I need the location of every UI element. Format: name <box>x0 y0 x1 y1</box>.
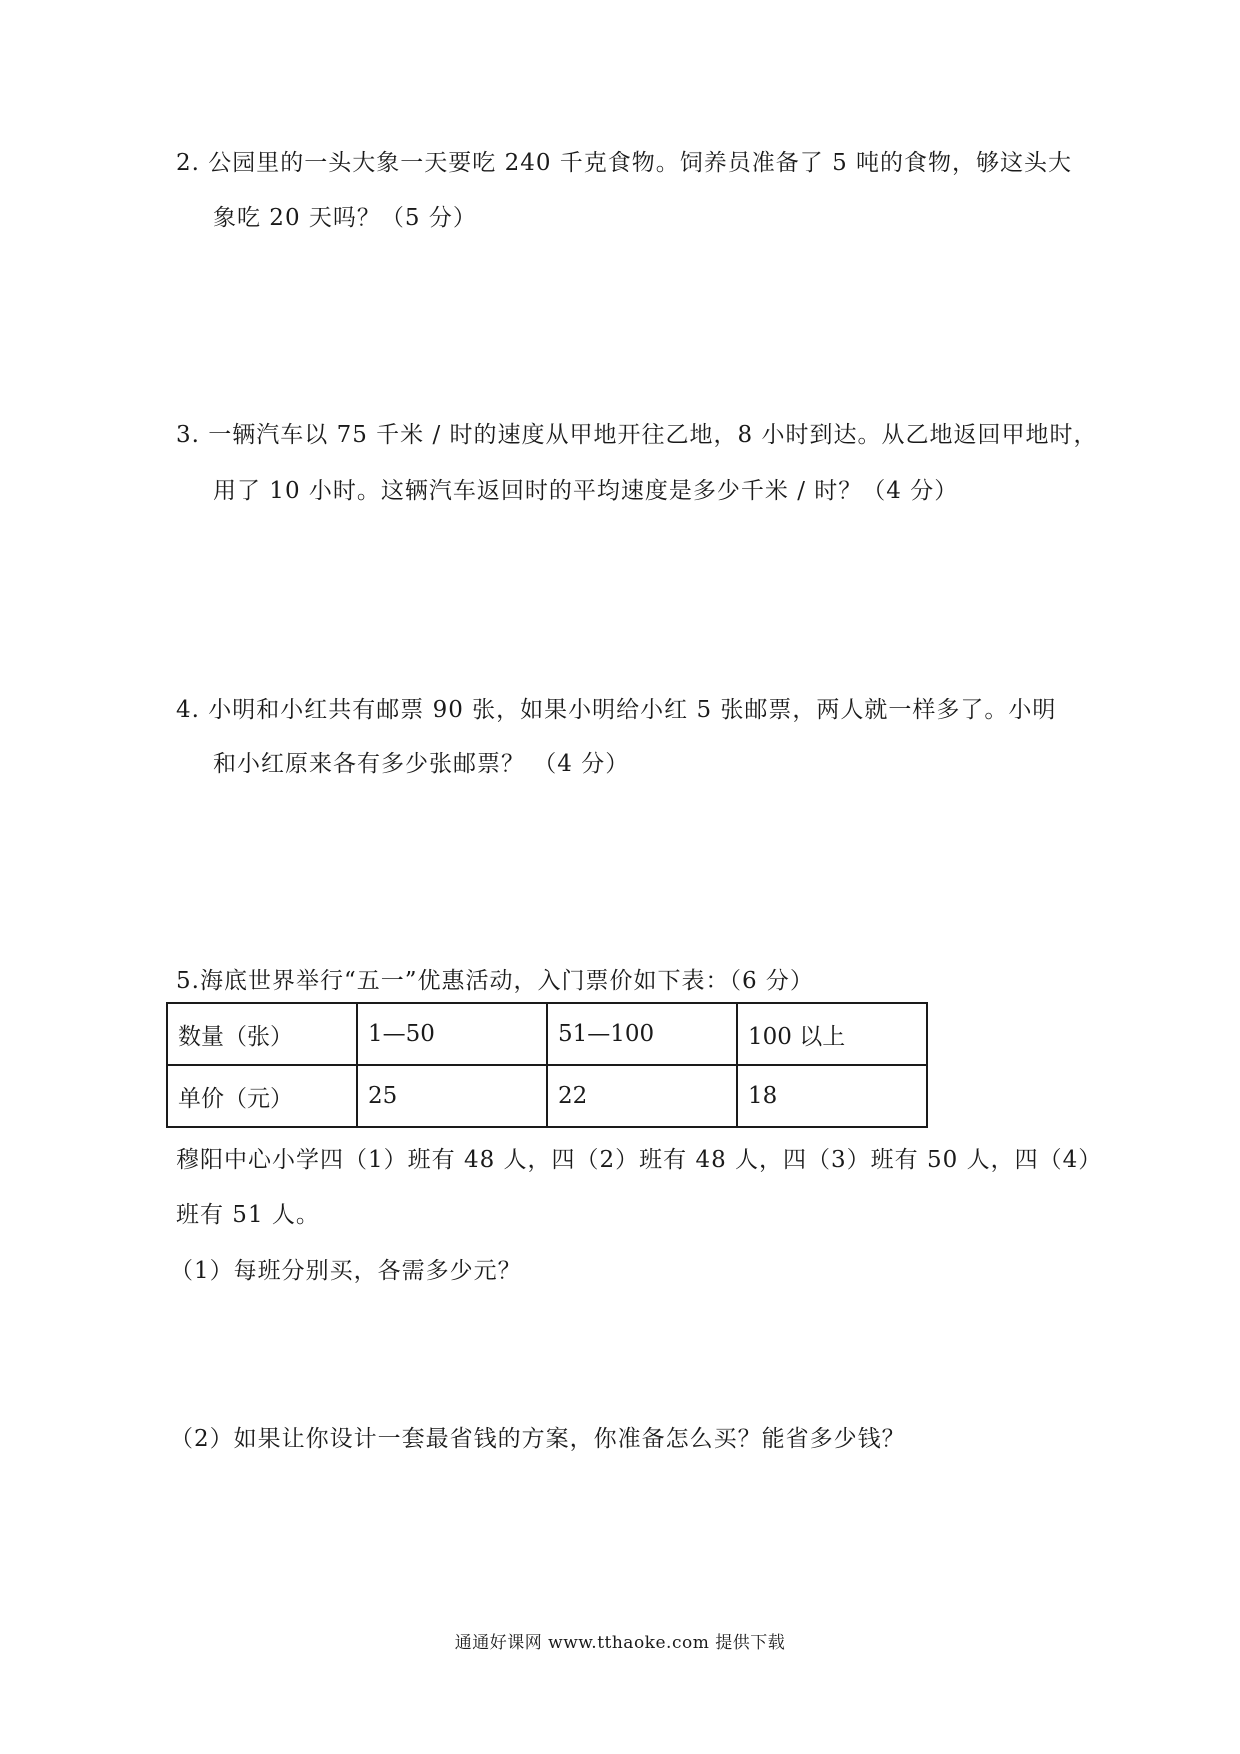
table-cell: 25 <box>357 1065 547 1127</box>
question-5-sub-2: （2）如果让你设计一套最省钱的方案，你准备怎么买？能省多少钱？ <box>170 1426 906 1452</box>
question-3-line-2: 用了 10 小时。这辆汽车返回时的平均速度是多少千米 / 时？（4 分） <box>213 478 959 504</box>
ticket-price-table <box>166 1002 928 1128</box>
table-cell: 数量（张） <box>167 1003 357 1065</box>
question-5-intro: 5.海底世界举行“五一”优惠活动，入门票价如下表：（6 分） <box>176 968 814 994</box>
question-4-text: 小明和小红共有邮票 90 张，如果小明给小红 5 张邮票，两人就一样多了。小明 <box>208 697 1057 723</box>
question-3-text: 一辆汽车以 75 千米 / 时的速度从甲地开往乙地，8 小时到达。从乙地返回甲地时， <box>208 422 1098 448</box>
question-5-text-line-1: 穆阳中心小学四（1）班有 48 人，四（2）班有 48 人，四（3）班有 50 人，四（4） <box>176 1147 1103 1173</box>
question-4-line-2: 和小红原来各有多少张邮票？ （4 分） <box>213 751 630 777</box>
table-cell: 单价（元） <box>167 1065 357 1127</box>
table-cell: 51—100 <box>547 1003 737 1065</box>
page-footer: 通通好课网 www.tthaoke.com 提供下载 <box>454 1633 786 1653</box>
question-5-text-line-2: 班有 51 人。 <box>176 1202 320 1228</box>
table-cell: 18 <box>737 1065 927 1127</box>
table-row-price <box>167 1065 927 1127</box>
question-4-line-1 <box>176 695 1056 725</box>
question-2-number: 2. <box>176 150 200 176</box>
table-cell: 22 <box>547 1065 737 1127</box>
question-2-line-2: 象吃 20 天吗？（5 分） <box>213 205 477 231</box>
question-2-line-1 <box>176 148 1072 178</box>
question-5-sub-1: （1）每班分别买，各需多少元？ <box>170 1258 522 1284</box>
question-3-number: 3. <box>176 422 200 448</box>
question-3-line-1 <box>176 420 1097 450</box>
question-2-text: 公园里的一头大象一天要吃 240 千克食物。饲养员准备了 5 吨的食物，够这头大 <box>208 150 1073 176</box>
table-cell: 100 以上 <box>737 1003 927 1065</box>
question-4-number: 4. <box>176 697 200 723</box>
table-row-quantity <box>167 1003 927 1065</box>
table-cell: 1—50 <box>357 1003 547 1065</box>
